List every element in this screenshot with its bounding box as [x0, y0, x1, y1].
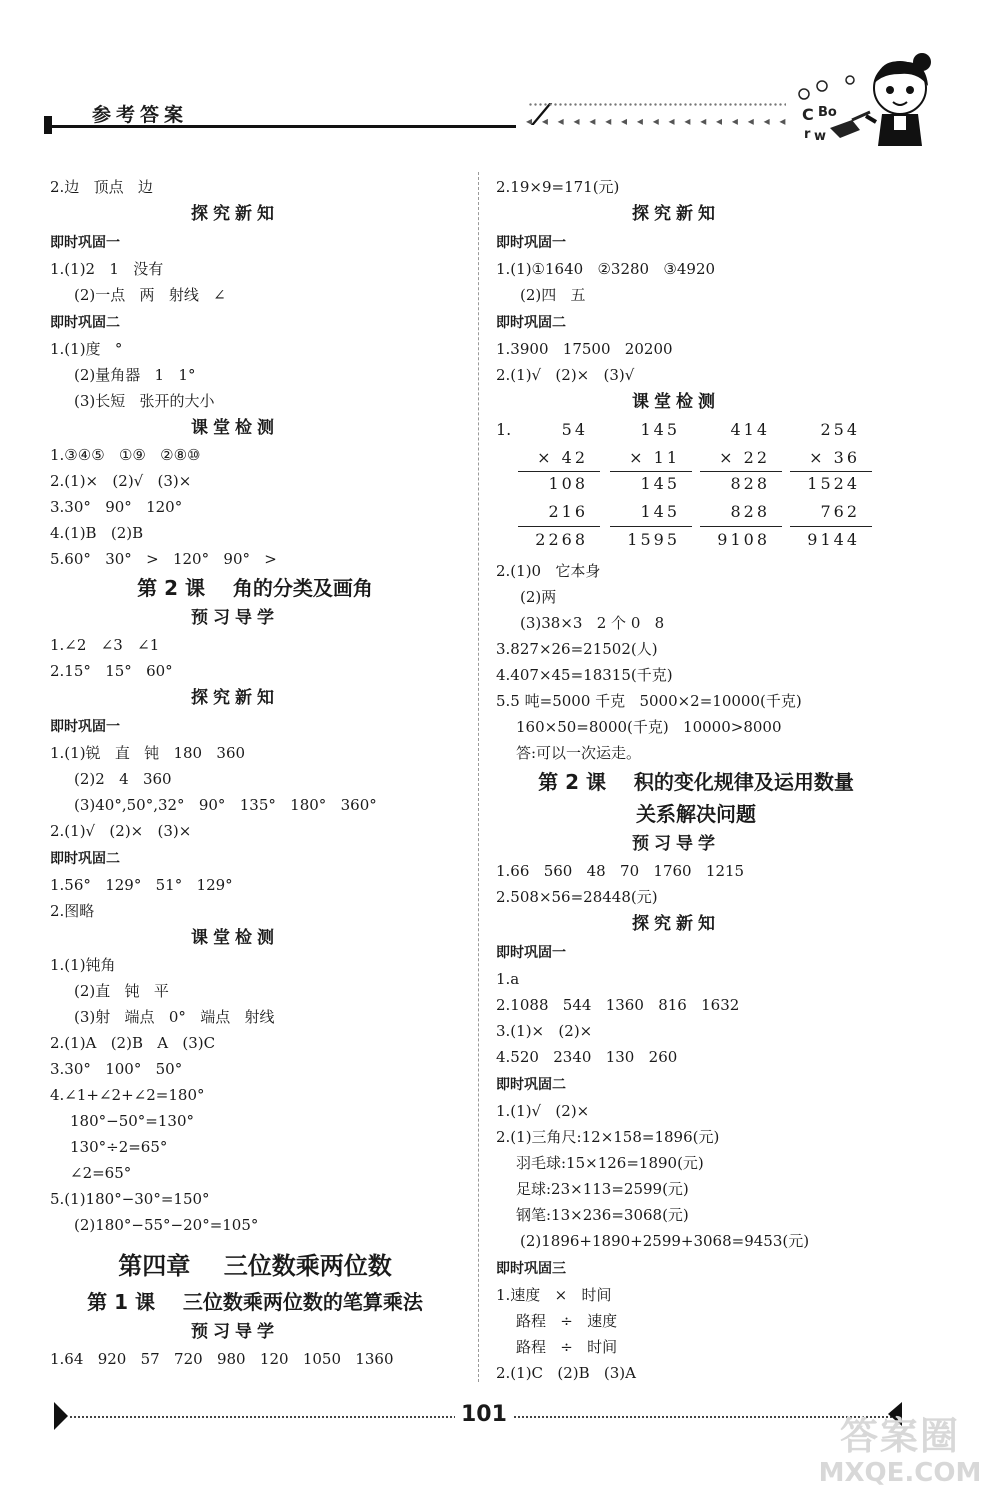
- answer-line: 4.407×45=18315(千克): [496, 666, 673, 684]
- sum-rule: [518, 526, 600, 527]
- answer-line: 2.(1)√ (2)× (3)×: [50, 822, 192, 840]
- sum-rule: [790, 526, 872, 527]
- question-number: 1.: [496, 420, 512, 439]
- sum-rule: [700, 526, 782, 527]
- partial-product-1: 108: [548, 474, 588, 493]
- answer-line: 2.(1)0 它本身: [496, 562, 601, 580]
- subsection-heading: 即时巩固一: [50, 719, 120, 735]
- answer-line: (3)40°,50°,32° 90° 135° 180° 360°: [74, 796, 377, 814]
- answer-line: 答:可以一次运走。: [516, 744, 642, 762]
- answer-line: 1.(1)钝角: [50, 956, 116, 974]
- answer-line: (3)射 端点 0° 端点 射线: [74, 1008, 275, 1026]
- multiplication-rule: [790, 471, 872, 472]
- multiplier: × 22: [719, 448, 770, 467]
- multiplication-rule: [518, 471, 600, 472]
- answer-line: ∠2=65°: [70, 1164, 132, 1182]
- answer-line: 1.3900 17500 20200: [496, 340, 673, 358]
- sum-rule: [610, 526, 692, 527]
- multiplicand: 254: [820, 420, 860, 439]
- subsection-heading: 即时巩固二: [496, 315, 566, 331]
- answer-line: 路程 ÷ 速度: [516, 1312, 618, 1330]
- answer-line: 2.(1)√ (2)× (3)√: [496, 366, 635, 384]
- answer-line: 130°÷2=65°: [70, 1138, 168, 1156]
- answer-line: 5.5 吨=5000 千克 5000×2=10000(千克): [496, 692, 802, 710]
- footer-marker-left: [54, 1402, 68, 1430]
- section-heading: 预习导学: [191, 608, 279, 628]
- answer-line: (3)38×3 2 个 0 8: [520, 614, 665, 632]
- multiplicand: 145: [640, 420, 680, 439]
- answer-column-right: [496, 174, 896, 1386]
- chapter-title: 第四章 三位数乘两位数: [118, 1252, 392, 1280]
- product-result: 9144: [807, 530, 860, 549]
- section-heading: 课堂检测: [191, 418, 279, 438]
- answer-line: 1.(1)√ (2)×: [496, 1102, 590, 1120]
- answer-line: 2.508×56=28448(元): [496, 888, 658, 906]
- answer-line: 1.(1)度 °: [50, 340, 123, 358]
- header-dot-band: [528, 102, 786, 107]
- section-heading: 探究新知: [191, 688, 279, 708]
- section-heading: 预习导学: [191, 1322, 279, 1342]
- subsection-heading: 即时巩固三: [496, 1261, 566, 1277]
- vertical-multiplication-block: [496, 418, 896, 554]
- answer-line: 2.边 顶点 边: [50, 178, 153, 196]
- answer-line: 5.(1)180°−30°=150°: [50, 1190, 210, 1208]
- lesson-title: 第 1 课 三位数乘两位数的笔算乘法: [87, 1290, 423, 1314]
- partial-product-2: 828: [730, 502, 770, 521]
- answer-line: 足球:23×113=2599(元): [516, 1180, 689, 1198]
- answer-line: 1.66 560 48 70 1760 1215: [496, 862, 745, 880]
- section-heading: 探究新知: [632, 914, 720, 934]
- multiplier: × 42: [537, 448, 588, 467]
- subsection-heading: 即时巩固二: [50, 315, 120, 331]
- header-arrow-row: ◂ ◂ ◂ ◂ ◂ ◂ ◂ ◂ ◂ ◂ ◂ ◂ ◂ ◂ ◂ ◂ ◂: [526, 114, 789, 128]
- answer-line: (2)量角器 1 1°: [74, 366, 196, 384]
- answer-line: 钢笔:13×236=3068(元): [516, 1206, 689, 1224]
- column-divider: [478, 172, 479, 1382]
- answer-line: 1.56° 129° 51° 129°: [50, 876, 233, 894]
- subsection-heading: 即时巩固一: [496, 945, 566, 961]
- answer-line: 3.(1)× (2)×: [496, 1022, 593, 1040]
- answer-line: 4.∠1+∠2+∠2=180°: [50, 1086, 205, 1104]
- answer-line: 3.30° 100° 50°: [50, 1060, 183, 1078]
- section-heading: 预习导学: [632, 834, 720, 854]
- watermark-url: MXQE.COM: [818, 1458, 982, 1488]
- answer-line: 2.(1)C (2)B (3)A: [496, 1364, 636, 1382]
- answer-line: (2)180°−55°−20°=105°: [74, 1216, 259, 1234]
- answer-line: 5.60° 30° > 120° 90° >: [50, 550, 277, 568]
- product-result: 1595: [627, 530, 680, 549]
- subsection-heading: 即时巩固一: [496, 235, 566, 251]
- multiplier: × 11: [629, 448, 680, 467]
- answer-line: 1.a: [496, 970, 520, 988]
- answer-line: (2)四 五: [520, 286, 586, 304]
- svg-text:w: w: [814, 129, 827, 144]
- partial-product-2: 762: [820, 502, 860, 521]
- watermark-logo-text: 答案圈: [839, 1414, 960, 1458]
- answer-line: 1.(1)①1640 ②3280 ③4920: [496, 260, 716, 278]
- multiplicand: 414: [730, 420, 770, 439]
- subsection-heading: 即时巩固二: [50, 851, 120, 867]
- answer-line: (2)一点 两 射线 ∠: [74, 286, 226, 304]
- answer-line: 1.∠2 ∠3 ∠1: [50, 636, 160, 654]
- answer-line: 2.图略: [50, 902, 95, 920]
- answer-line: 2.19×9=171(元): [496, 178, 620, 196]
- answer-line: 4.520 2340 130 260: [496, 1048, 678, 1066]
- answer-line: (2)1896+1890+2599+3068=9453(元): [520, 1232, 810, 1250]
- section-heading: 探究新知: [632, 204, 720, 224]
- answer-line: 2.(1)× (2)√ (3)×: [50, 472, 192, 490]
- partial-product-1: 145: [640, 474, 680, 493]
- answer-line: 3.30° 90° 120°: [50, 498, 183, 516]
- section-heading: 课堂检测: [632, 392, 720, 412]
- svg-text:r: r: [804, 127, 811, 142]
- answer-line: 2.1088 544 1360 816 1632: [496, 996, 740, 1014]
- answer-line: (2)直 钝 平: [74, 982, 169, 1000]
- partial-product-1: 828: [730, 474, 770, 493]
- partial-product-1: 1524: [807, 474, 860, 493]
- answer-line: 4.(1)B (2)B: [50, 524, 144, 542]
- product-result: 9108: [717, 530, 770, 549]
- multiplication-rule: [700, 471, 782, 472]
- answer-line: 1.(1)2 1 没有: [50, 260, 164, 278]
- lesson-title: 关系解决问题: [636, 802, 756, 826]
- svg-text:Bo: Bo: [818, 105, 837, 120]
- answer-line: 160×50=8000(千克) 10000>8000: [516, 718, 782, 736]
- answer-line: (2)2 4 360: [74, 770, 172, 788]
- cartoon-girl-icon: [790, 50, 940, 150]
- answer-line: (3)长短 张开的大小: [74, 392, 215, 410]
- header-title: 参考答案: [92, 104, 189, 126]
- answer-line: 1.③④⑤ ①⑨ ②⑧⑩: [50, 446, 201, 464]
- answer-column-left: [50, 174, 460, 1372]
- answer-line: 1.64 920 57 720 980 120 1050 1360: [50, 1350, 394, 1368]
- watermark: [816, 1414, 984, 1492]
- answer-line: 2.15° 15° 60°: [50, 662, 173, 680]
- header-rule: [46, 125, 516, 128]
- answer-line: 3.827×26=21502(人): [496, 640, 658, 658]
- product-result: 2268: [535, 530, 588, 549]
- section-heading: 探究新知: [191, 204, 279, 224]
- page-number: 101: [455, 1402, 513, 1427]
- partial-product-2: 216: [548, 502, 588, 521]
- lesson-title: 第 2 课 角的分类及画角: [137, 576, 373, 600]
- answer-line: 2.(1)三角尺:12×158=1896(元): [496, 1128, 720, 1146]
- multiplier: × 36: [809, 448, 860, 467]
- multiplicand: 54: [561, 420, 588, 439]
- section-heading: 课堂检测: [191, 928, 279, 948]
- lesson-title: 第 2 课 积的变化规律及运用数量: [538, 770, 854, 794]
- answer-line: (2)两: [520, 588, 557, 606]
- svg-text:C: C: [802, 105, 814, 124]
- partial-product-2: 145: [640, 502, 680, 521]
- answer-line: 1.(1)锐 直 钝 180 360: [50, 744, 246, 762]
- answer-line: 2.(1)A (2)B A (3)C: [50, 1034, 216, 1052]
- answer-line: 180°−50°=130°: [70, 1112, 194, 1130]
- subsection-heading: 即时巩固一: [50, 235, 120, 251]
- subsection-heading: 即时巩固二: [496, 1077, 566, 1093]
- answer-line: 1.速度 × 时间: [496, 1286, 612, 1304]
- multiplication-rule: [610, 471, 692, 472]
- answer-line: 羽毛球:15×126=1890(元): [516, 1154, 704, 1172]
- answer-line: 路程 ÷ 时间: [516, 1338, 618, 1356]
